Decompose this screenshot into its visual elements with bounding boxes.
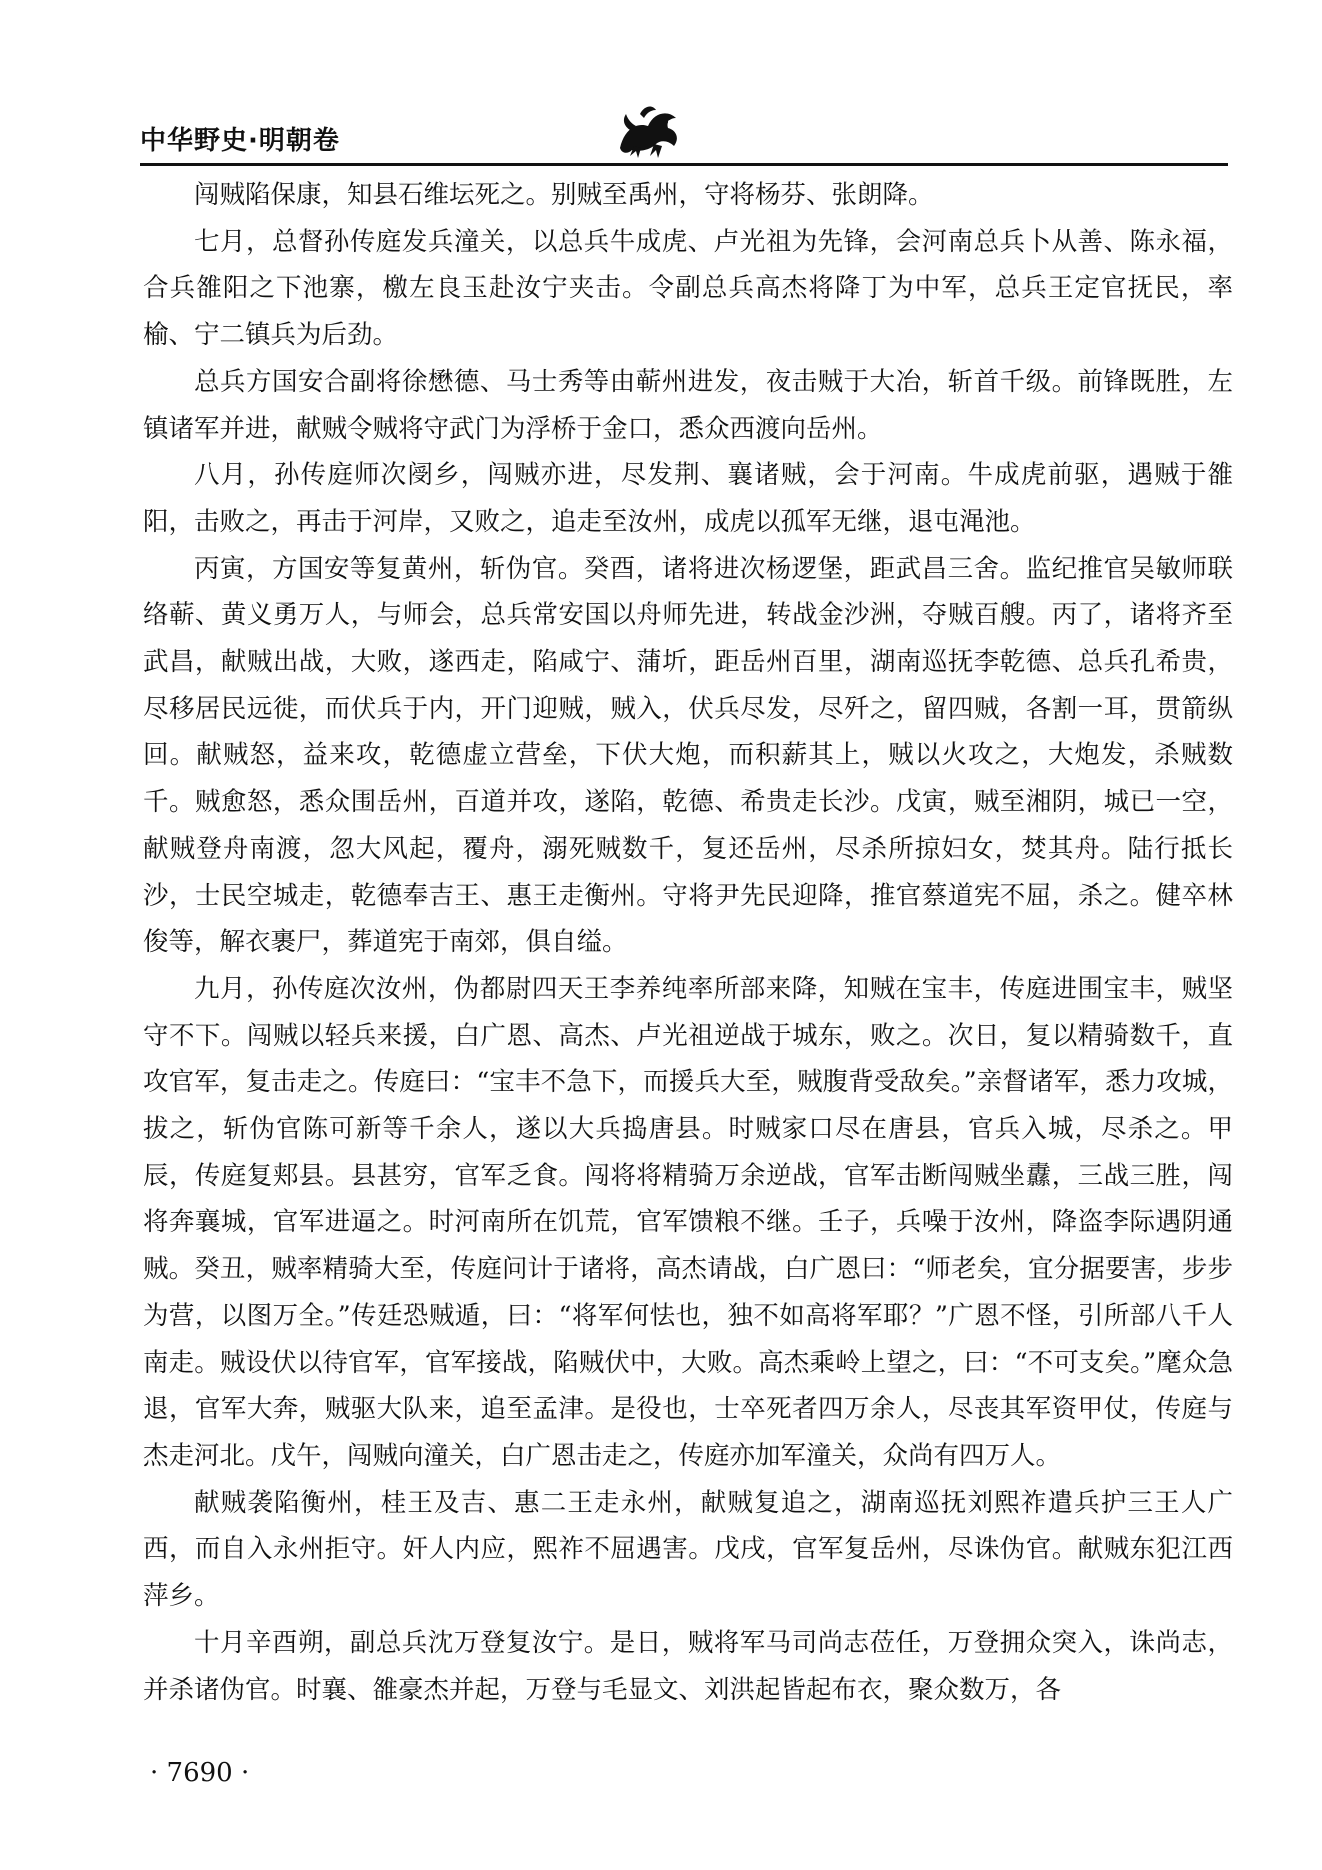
paragraph: 闯贼陷保康，知县石维坛死之。别贼至禹州，守将杨芬、张朗降。 (194, 180, 934, 210)
dragon-emblem-icon (610, 100, 690, 160)
paragraph: 七月，总督孙传庭发兵潼关，以总兵牛成虎、卢光祖为先锋，会河南总兵卜从善、陈永福，合兵雒阳之下池寨，檄左良玉赴汝宁夹击。令副总兵高杰将降丁为中军，总兵王定官抚民，率榆、宁二镇兵为后劲。 (143, 226, 1233, 351)
page-header (140, 100, 1240, 160)
body-text (143, 172, 1233, 1713)
paragraph: 八月，孙传庭师次阌乡，闯贼亦进，尽发荆、襄诸贼，会于河南。牛成虎前驱，遇贼于雒阳，击败之，再击于河岸，又败之，追走至汝州，成虎以孤军无继，退屯渑池。 (143, 460, 1233, 537)
page-number: · 7690 · (150, 1758, 250, 1788)
paragraph: 丙寅，方国安等复黄州，斩伪官。癸酉，诸将进次杨逻堡，距武昌三舍。监纪推官吴敏师联络蕲、黄义勇万人，与师会，总兵常安国以舟师先进，转战金沙洲，夺贼百艘。丙了，诸将齐至武昌，献贼出战，大败，遂西走，陷咸宁、蒲圻，距岳州百里，湖南巡抚李乾德、总兵孔希贵，尽移居民远徙，而伏兵于内，开门迎贼，贼入，伏兵尽发，尽歼之，留四贼，各割一耳，贯箭纵回。献贼怒，益来攻，乾德虚立营垒，下伏大炮，而积薪其上，贼以火攻之，大炮发，杀贼数千。贼愈怒，悉众围岳州，百道并攻，遂陷，乾德、希贵走长沙。戊寅，贼至湘阴，城已一空，献贼登舟南渡，忽大风起，覆舟，溺死贼数千，复还岳州，尽杀所掠妇女，焚其舟。陆行抵长沙，士民空城走，乾德奉吉王、惠王走衡州。守将尹先民迎降，推官蔡道宪不屈，杀之。健卒林俊等，解衣裹尸，葬道宪于南郊，俱自缢。 (143, 553, 1233, 958)
header-rule (140, 163, 1228, 166)
paragraph: 总兵方国安合副将徐懋德、马士秀等由蕲州进发，夜击贼于大冶，斩首千级。前锋既胜，左镇诸军并进，献贼令贼将守武门为浮桥于金口，悉众西渡向岳州。 (143, 366, 1233, 444)
paragraph: 献贼袭陷衡州，桂王及吉、惠二王走永州，献贼复追之，湖南巡抚刘熙祚遣兵护三王人广西，而自入永州拒守。奸人内应，熙祚不屈遇害。戊戌，官军复岳州，尽诛伪官。献贼东犯江西萍乡。 (143, 1487, 1233, 1612)
paragraph: 十月辛酉朔，副总兵沈万登复汝宁。是日，贼将军马司尚志莅任，万登拥众突入，诛尚志，并杀诸伪官。时襄、雒豪杰并起，万登与毛显文、刘洪起皆起布衣，聚众数万，各 (143, 1627, 1233, 1705)
book-title: 中华野史·明朝卷 (140, 126, 340, 156)
paragraph: 九月，孙传庭次汝州，伪都尉四天王李养纯率所部来降，知贼在宝丰，传庭进围宝丰，贼坚守不下。闯贼以轻兵来援，白广恩、高杰、卢光祖逆战于城东，败之。次日，复以精骑数千，直攻官军，复击走之。传庭曰：“宝丰不急下，而援兵大至，贼腹背受敌矣。”亲督诸军，悉力攻城，拔之，斩伪官陈可新等千余人，遂以大兵捣唐县。时贼家口尽在唐县，官兵入城，尽杀之。甲辰，传庭复郏县。县甚穷，官军乏食。闯将将精骑万余逆战，官军击断闯贼坐纛，三战三胜，闯将奔襄城，官军进逼之。时河南所在饥荒，官军馈粮不继。壬子，兵噪于汝州，降盗李际遇阴通贼。癸丑，贼率精骑大至，传庭问计于诸将，高杰请战，白广恩曰：“师老矣，宜分据要害，步步为营，以图万全。”传廷恐贼遁，曰：“将军何怯也，独不如高将军耶？”广恩不怪，引所部八千人南走。贼设伏以待官军，官军接战，陷贼伏中，大败。高杰乘岭上望之，曰：“不可支矣。”麾众急退，官军大奔，贼驱大队来，追至孟津。是役也，士卒死者四万余人，尽丧其军资甲仗，传庭与杰走河北。戊午，闯贼向潼关，白广恩击走之，传庭亦加军潼关，众尚有四万人。 (143, 973, 1233, 1471)
